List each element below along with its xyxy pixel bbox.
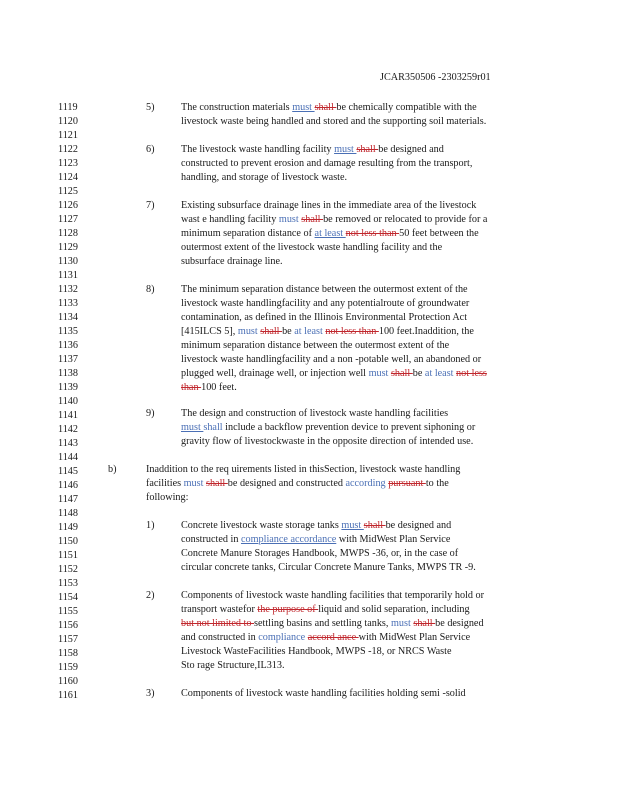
text-line xyxy=(181,408,448,419)
inserted-text: at least xyxy=(314,228,346,239)
line-number: 1129 xyxy=(58,242,78,253)
text-run: Sto rage Structure,IL313. xyxy=(181,660,285,671)
text-run: Concrete Manure Storages Handbook, MWPS -36, or, in the case of xyxy=(181,548,459,559)
deleted-text: shall xyxy=(206,478,228,489)
line-number: 1145 xyxy=(58,466,78,477)
text-run: be removed or relocated to provide for a xyxy=(323,214,488,225)
line-number: 1141 xyxy=(58,410,78,421)
line-number: 1124 xyxy=(58,172,78,183)
text-line xyxy=(181,422,475,433)
text-run: circular concrete tanks, Circular Concrete Manure Tanks, MWPS TR -9. xyxy=(181,562,476,573)
deleted-text: not less than xyxy=(345,228,400,239)
inserted-text: at least xyxy=(424,368,457,379)
text-run: minimum separation distance of xyxy=(181,228,315,239)
text-line xyxy=(181,660,285,671)
sub-item-label-2: 2) xyxy=(146,590,155,601)
line-number: 1160 xyxy=(58,676,78,687)
line-number: 1131 xyxy=(58,270,78,281)
text-line xyxy=(181,590,484,601)
text-run: Inaddition to the req uirements listed in thisSection, livestock waste handling xyxy=(146,464,461,475)
deleted-text: accord ance xyxy=(307,632,359,643)
text-run: and constructed in xyxy=(181,632,259,643)
text-line xyxy=(181,548,458,559)
text-line xyxy=(181,368,487,379)
sub-item-label-1: 1) xyxy=(146,520,155,531)
text-line xyxy=(181,242,442,253)
text-run: Components of livestock waste handling facilities holding semi -solid xyxy=(181,688,466,699)
subsection-label-b: b) xyxy=(108,464,117,475)
text-run: to the xyxy=(425,478,449,489)
line-number: 1152 xyxy=(58,564,78,575)
line-number: 1121 xyxy=(58,130,78,141)
line-number: 1119 xyxy=(58,102,78,113)
line-number: 1147 xyxy=(58,494,78,505)
document-header: JCAR350506 -2303259r01 xyxy=(380,72,491,83)
line-number: 1153 xyxy=(58,578,78,589)
text-run: liquid and solid separation, including xyxy=(318,604,470,615)
text-run: Concrete livestock waste storage tanks xyxy=(181,520,342,531)
inserted-text: shall xyxy=(203,422,226,433)
inserted-text: must xyxy=(341,520,364,531)
text-line xyxy=(181,298,469,309)
line-number: 1148 xyxy=(58,508,78,519)
text-run: Components of livestock waste handling facilities that temporarily hold or xyxy=(181,590,485,601)
deleted-text: shall xyxy=(413,618,436,629)
text-run: following: xyxy=(146,492,189,503)
text-run: be chemically compatible with the xyxy=(336,102,477,113)
line-number: 1144 xyxy=(58,452,78,463)
text-run: be designed xyxy=(435,618,484,629)
line-number: 1134 xyxy=(58,312,78,323)
line-number: 1130 xyxy=(58,256,78,267)
inserted-text: must xyxy=(183,478,206,489)
line-number: 1159 xyxy=(58,662,78,673)
deleted-text: pursuant xyxy=(388,478,426,489)
deleted-text: but not limited to xyxy=(181,618,255,629)
inserted-text: must xyxy=(390,618,414,629)
line-number: 1120 xyxy=(58,116,78,127)
text-run: The construction materials xyxy=(181,102,293,113)
text-run: constructed to prevent erosion and damage resulting from the transport, xyxy=(181,158,473,169)
inserted-text: must xyxy=(181,422,204,433)
inserted-text: compliance accordance xyxy=(240,534,337,545)
line-number: 1146 xyxy=(58,480,78,491)
line-number: 1123 xyxy=(58,158,78,169)
text-run: settling basins and settling tanks, xyxy=(254,618,391,629)
line-number: 1154 xyxy=(58,592,78,603)
text-run: Livestock WasteFacilities Handbook, MWPS -18, or NRCS Waste xyxy=(181,646,452,657)
line-number: 1140 xyxy=(58,396,78,407)
line-number: 1139 xyxy=(58,382,78,393)
item-label-5: 5) xyxy=(146,102,155,113)
item-label-9: 9) xyxy=(146,408,155,419)
text-run: handling, and storage of livestock waste. xyxy=(181,172,348,183)
deleted-text: than xyxy=(181,382,202,393)
deleted-text: not less xyxy=(456,368,487,379)
line-number: 1150 xyxy=(58,536,78,547)
text-run: 50 feet between the xyxy=(399,228,479,239)
inserted-text: must xyxy=(237,326,261,337)
inserted-text: at least xyxy=(294,326,326,337)
text-run: plugged well, drainage well, or injection well xyxy=(181,368,369,379)
line-number: 1128 xyxy=(58,228,78,239)
line-number: 1149 xyxy=(58,522,78,533)
deleted-text: shall xyxy=(301,214,324,225)
text-run: be xyxy=(412,368,425,379)
text-line xyxy=(181,144,444,155)
text-run: outermost extent of the livestock waste handling facility and the xyxy=(181,242,443,253)
text-line xyxy=(181,688,466,699)
line-number: 1157 xyxy=(58,634,78,645)
text-run: livestock waste being handled and stored and the supporting soil materials. xyxy=(181,116,487,127)
line-number: 1133 xyxy=(58,298,78,309)
line-number: 1142 xyxy=(58,424,78,435)
line-number: 1126 xyxy=(58,200,78,211)
text-line xyxy=(181,520,451,531)
text-line xyxy=(181,340,449,351)
line-number: 1151 xyxy=(58,550,78,561)
text-line xyxy=(181,256,283,267)
text-run: include a backflow prevention device to prevent siphoning or xyxy=(225,422,476,433)
text-line xyxy=(181,102,477,113)
line-number: 1132 xyxy=(58,284,78,295)
text-run: be xyxy=(282,326,295,337)
text-run: livestock waste handlingfacility and any potentialroute of groundwater xyxy=(181,298,470,309)
text-run: wast e handling facility xyxy=(181,214,279,225)
line-number: 1155 xyxy=(58,606,78,617)
text-line xyxy=(181,382,237,393)
deleted-text: shall xyxy=(314,102,337,113)
item-label-7: 7) xyxy=(146,200,155,211)
deleted-text: shall xyxy=(356,144,379,155)
text-line xyxy=(181,632,470,643)
text-line xyxy=(181,172,347,183)
text-run: with MidWest Plan Service xyxy=(336,534,451,545)
line-number: 1143 xyxy=(58,438,78,449)
deleted-text: shall xyxy=(363,520,386,531)
inserted-text: must xyxy=(292,102,315,113)
text-run: The livestock waste handling facility xyxy=(181,144,335,155)
text-run: be designed and xyxy=(378,144,444,155)
text-line xyxy=(146,464,460,475)
text-line xyxy=(181,158,472,169)
line-number: 1125 xyxy=(58,186,78,197)
item-label-8: 8) xyxy=(146,284,155,295)
inserted-text: must xyxy=(278,214,302,225)
text-run: Existing subsurface drainage lines in the immediate area of the livestock xyxy=(181,200,477,211)
deleted-text: shall xyxy=(390,368,413,379)
inserted-text: according xyxy=(345,478,389,489)
line-number: 1137 xyxy=(58,354,78,365)
text-line xyxy=(181,326,474,337)
text-run: contamination, as defined in the Illinois Environmental Protection Act xyxy=(181,312,468,323)
text-run: transport wastefor xyxy=(181,604,258,615)
text-run: minimum separation distance between the outermost extent of the xyxy=(181,340,450,351)
inserted-text: compliance xyxy=(258,632,308,643)
text-run: with MidWest Plan Service xyxy=(358,632,471,643)
item-label-6: 6) xyxy=(146,144,155,155)
text-run: The minimum separation distance between the outermost extent of the xyxy=(181,284,468,295)
text-run: livestock waste handlingfacility and a non -potable well, an abandoned or xyxy=(181,354,482,365)
line-number: 1122 xyxy=(58,144,78,155)
text-line xyxy=(181,354,481,365)
text-line xyxy=(181,284,468,295)
line-number: 1158 xyxy=(58,648,78,659)
text-line xyxy=(181,214,487,225)
line-number: 1138 xyxy=(58,368,78,379)
text-run: be designed and constructed xyxy=(227,478,346,489)
text-line xyxy=(181,646,451,657)
text-line xyxy=(146,492,188,503)
line-number: 1136 xyxy=(58,340,78,351)
deleted-text: shall xyxy=(260,326,283,337)
text-run: 100 feet.Inaddition, the xyxy=(378,326,474,337)
text-line xyxy=(181,604,470,615)
line-number: 1161 xyxy=(58,690,78,701)
text-line xyxy=(181,534,450,545)
text-line xyxy=(181,116,486,127)
inserted-text: must xyxy=(334,144,357,155)
text-line xyxy=(181,228,479,239)
text-run: The design and construction of livestock waste handling facilities xyxy=(181,408,449,419)
text-line xyxy=(181,312,467,323)
text-line xyxy=(181,562,476,573)
sub-item-label-3: 3) xyxy=(146,688,155,699)
text-run: constructed in xyxy=(181,534,241,545)
line-number: 1127 xyxy=(58,214,78,225)
line-number: 1135 xyxy=(58,326,78,337)
deleted-text: the purpose of xyxy=(257,604,319,615)
inserted-text: must xyxy=(368,368,391,379)
text-line xyxy=(146,478,449,489)
text-run: [415ILCS 5], xyxy=(181,326,238,337)
text-line xyxy=(181,200,476,211)
text-run: facilities xyxy=(146,478,184,489)
deleted-text: not less than xyxy=(325,326,379,337)
text-run: 100 feet. xyxy=(201,382,237,393)
text-line xyxy=(181,618,484,629)
text-run: be designed and xyxy=(385,520,452,531)
text-run: gravity flow of livestockwaste in the opposite direction of intended use. xyxy=(181,436,474,447)
text-line xyxy=(181,436,473,447)
text-run: subsurface drainage line. xyxy=(181,256,283,267)
line-number: 1156 xyxy=(58,620,78,631)
